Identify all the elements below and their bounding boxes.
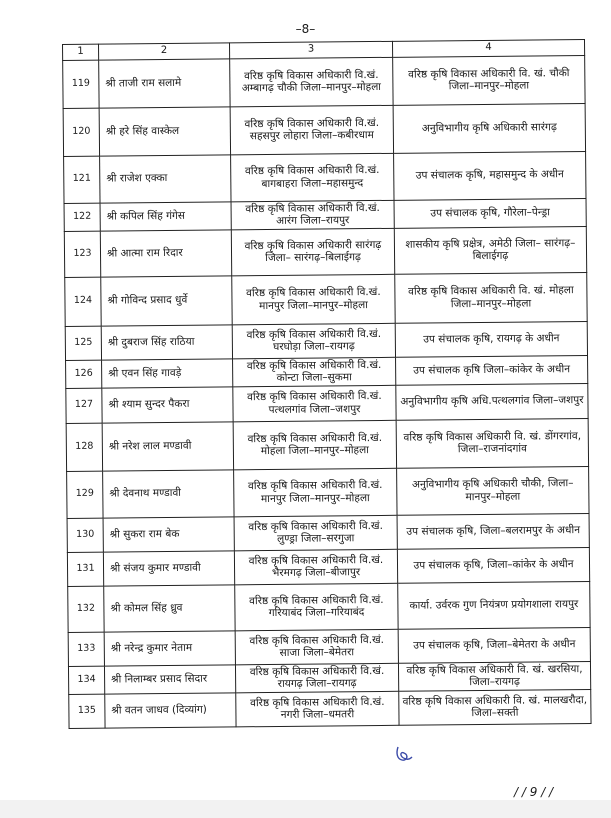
current-posting-cell: वरिष्ठ कृषि विकास अधिकारी वि.खं. कोन्टा जिला–सुकमा [233, 357, 396, 387]
page-number: –8– [295, 22, 316, 36]
serial-number-cell: 125 [65, 326, 101, 360]
table-row [67, 466, 589, 518]
new-posting-cell: वरिष्ठ कृषि विकास अधिकारी वि. खं. मोहला जिला–मानपुर–मोहला [395, 272, 587, 323]
table-row [64, 151, 586, 203]
serial-number-cell: 133 [68, 632, 104, 666]
table-row [65, 272, 587, 326]
column-header: 1 [63, 44, 99, 60]
table-row [66, 383, 588, 423]
new-posting-cell: वरिष्ठ कृषि विकास अधिकारी वि. खं. खरसिया, जिला–रायगढ़ [398, 661, 590, 691]
new-posting-cell: वरिष्ठ कृषि विकास अधिकारी वि. खं. चौकी जिला–मानपुर–मोहला [393, 55, 585, 105]
current-posting-cell: वरिष्ठ कृषि विकास अधिकारी वि.खं. नगरी जिला–धमतरी [236, 691, 399, 727]
new-posting-cell: उप संचालक कृषि, जिला–बेमेतरा के अधीन [398, 627, 590, 663]
new-posting-cell: शासकीय कृषि प्रक्षेत्र, अमेठी जिला– सारंगढ़–बिलाईगढ़ [394, 226, 586, 274]
table-row [67, 547, 589, 586]
current-posting-cell: वरिष्ठ कृषि विकास अधिकारी सारंगढ़ जिला– सारंगढ़–बिलाईगढ़ [231, 228, 394, 276]
officer-name-cell: श्री संजय कुमार मण्डावी [103, 550, 234, 585]
officer-name-cell: श्री आत्मा राम रिदार [100, 229, 231, 276]
current-posting-cell: वरिष्ठ कृषि विकास अधिकारी वि.खं. भैरमगढ़ जिला–बीजापुर [234, 549, 397, 585]
officer-name-cell: श्री श्याम सुन्दर पैकरा [102, 386, 233, 422]
column-header: 4 [392, 39, 584, 56]
new-posting-cell: उप संचालक कृषि, रायगढ़ के अधीन [395, 321, 587, 357]
new-posting-cell: उप संचालक कृषि, गौरेला–पेन्ड्रा [394, 198, 586, 228]
table-row [69, 689, 591, 728]
new-posting-cell: कार्या. उर्वरक गुण नियंत्रण प्रयोगशाला रायपुर [398, 581, 590, 629]
officer-name-cell: श्री सुकरा राम बेक [103, 516, 234, 551]
table-row [64, 226, 586, 277]
serial-number-cell: 124 [65, 277, 101, 326]
serial-number-cell: 123 [64, 231, 100, 277]
table-row [63, 103, 585, 156]
officer-name-cell: श्री कपिल सिंह गंगेस [100, 201, 231, 230]
officer-name-cell: श्री एवन सिंह गावड़े [102, 358, 233, 387]
current-posting-cell: वरिष्ठ कृषि विकास अधिकारी वि.खं. मानपुर जिला–मानपुर–मोहला [234, 468, 397, 517]
officer-name-cell: श्री नरेश लाल मण्डावी [102, 421, 233, 470]
table-row [68, 627, 590, 666]
column-header: 2 [99, 43, 230, 60]
officer-name-cell: श्री दुबराज सिंह राठिया [101, 324, 232, 359]
next-page-mark: / / 9 / / [514, 785, 554, 799]
officer-name-cell: श्री कोमल सिंह ध्रुव [104, 584, 235, 631]
officer-name-cell: श्री राजेश एक्का [100, 154, 231, 202]
new-posting-cell: वरिष्ठ कृषि विकास अधिकारी वि. खं. डोंगरगांव, जिला–राजनांदगांव [396, 418, 588, 468]
officer-name-cell: श्री वतन जाधव (दिव्यांग) [105, 692, 236, 727]
table-row [68, 581, 590, 632]
current-posting-cell: वरिष्ठ कृषि विकास अधिकारी वि.खं. रायगढ़ जिला–रायगढ़ [235, 663, 398, 693]
new-posting-cell: उप संचालक कृषि जिला–कांकेर के अधीन [396, 355, 588, 385]
serial-number-cell: 119 [63, 60, 99, 108]
current-posting-cell: वरिष्ठ कृषि विकास अधिकारी वि.खं. साजा जिला–बेमेतरा [235, 629, 398, 665]
officer-name-cell: श्री हरे सिंह वास्केल [99, 106, 230, 155]
officer-name-cell: श्री ताजी राम सलामे [99, 58, 230, 107]
column-header: 3 [229, 41, 392, 58]
table-row [67, 513, 589, 552]
officer-name-cell: श्री नरेन्द्र कुमार नेताम [104, 630, 235, 665]
current-posting-cell: वरिष्ठ कृषि विकास अधिकारी वि.खं. बागबाहरा जिला–महासमुन्द [231, 153, 394, 202]
new-posting-cell: अनुविभागीय कृषि अधिकारी सारंगढ़ [393, 103, 585, 153]
serial-number-cell: 131 [67, 552, 103, 586]
current-posting-cell: वरिष्ठ कृषि विकास अधिकारी वि.खं. आरंग जिला–रायपुर [231, 200, 394, 230]
current-posting-cell: वरिष्ठ कृषि विकास अधिकारी वि.खं. पत्थलगांव जिला–जशपुर [233, 385, 396, 422]
current-posting-cell: वरिष्ठ कृषि विकास अधिकारी वि.खं. लुण्ड्रा जिला–सरगुजा [234, 515, 397, 551]
current-posting-cell: वरिष्ठ कृषि विकास अधिकारी वि.खं. घरघोड़ा जिला–रायगढ़ [232, 323, 395, 359]
officer-name-cell: श्री देवनाथ मण्डावी [103, 469, 234, 517]
transfer-table [62, 39, 592, 728]
serial-number-cell: 126 [66, 360, 102, 388]
new-posting-cell: वरिष्ठ कृषि विकास अधिकारी वि. खं. मालखरौदा, जिला–सक्ती [399, 689, 591, 725]
new-posting-cell: उप संचालक कृषि, जिला–बलरामपुर के अधीन [397, 513, 589, 549]
current-posting-cell: वरिष्ठ कृषि विकास अधिकारी वि.खं. अम्बागढ़ चौकी जिला–मानपुर–मोहला [230, 57, 393, 107]
officer-name-cell: श्री निलाम्बर प्रसाद सिदार [104, 664, 235, 693]
serial-number-cell: 120 [63, 108, 99, 156]
serial-number-cell: 121 [64, 156, 100, 203]
initials-mark [394, 745, 414, 763]
new-posting-cell: उप संचालक कृषि, महासमुन्द के अधीन [394, 151, 586, 200]
officer-name-cell: श्री गोविन्द प्रसाद धुर्वे [101, 275, 232, 325]
new-posting-cell: अनुविभागीय कृषि अधि.पत्थलगांव जिला–जशपुर [396, 383, 588, 420]
table-row [63, 55, 585, 108]
serial-number-cell: 130 [67, 518, 103, 552]
new-posting-cell: अनुविभागीय कृषि अधिकारी चौकी, जिला–मानपुर–मोहला [397, 466, 589, 515]
current-posting-cell: वरिष्ठ कृषि विकास अधिकारी वि.खं. गरियाबंद जिला–गरियाबंद [235, 583, 398, 631]
serial-number-cell: 129 [67, 471, 103, 518]
serial-number-cell: 122 [64, 203, 100, 231]
new-posting-cell: उप संचालक कृषि, जिला–कांकेर के अधीन [397, 547, 589, 583]
serial-number-cell: 135 [69, 694, 105, 728]
serial-number-cell: 127 [66, 388, 102, 423]
current-posting-cell: वरिष्ठ कृषि विकास अधिकारी वि.खं. सहसपुर लोहारा जिला–कबीरधाम [230, 105, 393, 155]
serial-number-cell: 132 [68, 586, 104, 632]
current-posting-cell: वरिष्ठ कृषि विकास अधिकारी वि.खं. मोहला जिला–मानपुर–मोहला [233, 420, 396, 470]
table-row [66, 418, 588, 471]
serial-number-cell: 128 [66, 423, 102, 471]
current-posting-cell: वरिष्ठ कृषि विकास अधिकारी वि.खं. मानपुर जिला–मानपुर–मोहला [232, 274, 395, 325]
table-row [65, 321, 587, 360]
serial-number-cell: 134 [68, 666, 104, 694]
